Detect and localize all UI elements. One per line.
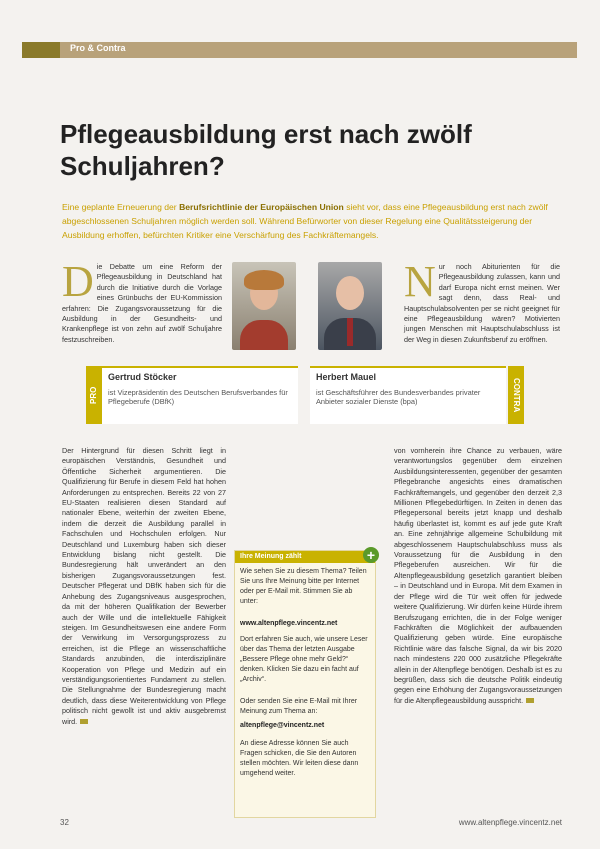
- end-mark-icon: [80, 719, 88, 724]
- pro-clothing: [240, 320, 288, 350]
- pro-hair: [244, 270, 284, 290]
- contra-body-column: [394, 446, 562, 706]
- contra-intro: [404, 257, 560, 345]
- pro-body-text: Der Hintergrund für diesen Schritt liegt in europäischen Verständnis, Gesundheit und Öffentliche Sicherheit argumentieren. Die Qualifizierung für Berufe in diesem Feld hat hohen Anforderungen zu entsprechen. Bereits 22 von 27 EU-Staaten realisieren diesen Standard auf nationaler Ebene, weiterhin der zweiten Ebene, indem die derzeit die Ausbildung parallel in Fachschulen und Hochschulen erfolgen. Nur Deutschland und Luxemburg haben sich dieser Entwicklung bislang nicht gestellt. Die Bundesregierung hält unverändert an den bisherigen Zugangsvoraussetzungen fest. Deutscher Pflegerat und DBfK haben sich für die Anhebung des Zugangsniveaus ausgesprochen, da mit der höheren Qualifikation der Bewerber auch der Wille und die intellektuelle Fähigkeit steigen. Im Gesundheitswesen eine andere Form der Verwirkung im Versorgungsprozess zu erreichen, ist die Pflege an wissenschaftliche Standards anzubinden, die interdisziplinäre Kooperation von Pflege und Medizin auf ein verständigungsorientiertes Fundament zu stellen. Die Stellungnahme der Bundesregierung macht deutlich, dass diese Weiterentwicklung von Pflege politisch nicht gewollt ist und aktiv ausgebremst wird.: [62, 446, 226, 726]
- feedback-heading: Ihre Meinung zählt: [235, 551, 375, 563]
- lead-highlight: Berufsrichtlinie der Europäischen Union: [179, 202, 344, 212]
- pro-author-name: Gertrud Stöcker: [108, 372, 177, 382]
- feedback-email-link[interactable]: altenpflege@vincentz.net: [240, 722, 325, 729]
- contra-portrait-photo: [318, 262, 382, 350]
- section-label: Pro & Contra: [70, 43, 126, 53]
- feedback-archive-text: Dort erfahren Sie auch, wie unsere Leser über das Thema der letzten Ausgabe „Bessere Pflege ohne mehr Geld?“ denken. Klicken Sie dazu ein facht auf „Archiv“.: [240, 636, 368, 683]
- feedback-questions-text: An diese Adresse können Sie auch Fragen schicken, die Sie den Autoren stellen möchten. Wir leiten diese dann umgehend weiter.: [240, 740, 359, 777]
- article-lead: [62, 200, 560, 242]
- pro-portrait-photo: [232, 262, 296, 350]
- contra-author-name: Herbert Mauel: [316, 372, 377, 382]
- section-bar-accent: [22, 42, 60, 58]
- end-mark-icon: [526, 698, 534, 703]
- pro-intro: [62, 257, 222, 345]
- feedback-intro: Wie sehen Sie zu diesem Thema? Teilen Sie uns Ihre Meinung bitte per Internet oder per E-Mail mit. Stimmen Sie ab unter:: [240, 568, 367, 605]
- pro-tag: PRO: [86, 366, 102, 424]
- feedback-email-prompt: Oder senden Sie eine E-Mail mit Ihrer Meinung zum Thema an:: [240, 698, 358, 715]
- contra-body-text: von vornherein ihre Chance zu verbauen, wäre verantwortungslos gegenüber dem einzelnen Ausbildungsinteressenten, gegenüber der gesamten Pflegebranche angesichts eines dramatischen Fachkräftemangels, und gegenüber den derzeit 2,3 Millionen Pflegebedürftigen. In Zeiten in denen das Pflegepersonal bereits jetzt knapp und deshalb häufig überlastet ist, kommt es auf jede gute Kraft an. Eine zehnjährige allgemeine Schulbildung mit abgeschlossenem Hauptschulabschluss muss als Voraussetzung für die Ausbildung in den Pflegeberufen ausreichen. Wir für die Altenpflegeausbildung gesetzlich garantiert bleiben – in Deutschland und in Europa. Mit dem Examen in der Pflege wird die Tür weit offen für jedwede weitere Qualifizierung. Wir dürfen keine Hürde ihrem Berufszugang errichten, die in der Folge weniger Fachkräften die Möglichkeit der aufbauenden Qualifizierung geben würde. Eine europäische Richtlinie wäre das falsche Signal, da wir bis 2020 nach mindestens 220 000 zusätzliche Pflegekräfte allein in der Altenpflege benötigen. Deshalb ist es zu begrüßen, dass sich die deutsche Politik eindeutig gegen eine Erhöhung der Zugangsvoraussetzungen für die Altenpflegeausbildung ausspricht.: [394, 446, 562, 705]
- feedback-url-link[interactable]: www.altenpflege.vincentz.net: [240, 620, 338, 627]
- pro-author-box: [102, 366, 298, 424]
- footer-url: www.altenpflege.vincentz.net: [458, 818, 562, 827]
- contra-face: [336, 276, 364, 310]
- lead-text-1: Eine geplante Erneuerung der: [62, 202, 180, 212]
- pro-intro-text: ie Debatte um eine Reform der Pflegeausbildung in Deutschland hat durch die Initiative durch die Vorlage eines Grünbuchs der EU-Kommission erfahren: Die Zugangsvoraussetzung für die Ausbildung in der Gesundheits- und Krankenpflege ist von zehn auf zwölf Schuljahre festzuschreiben.: [62, 262, 222, 344]
- pro-body-column: [62, 446, 226, 727]
- page-number: 32: [60, 818, 69, 827]
- pro-author-role: ist Vizepräsidentin des Deutschen Berufsverbandes für Pflegeberufe (DBfK): [108, 388, 288, 406]
- contra-tie: [347, 318, 353, 346]
- contra-dropcap: N: [404, 257, 436, 306]
- article-title: Pflegeausbildung erst nach zwölf Schuljahren?: [60, 119, 472, 181]
- contra-intro-text: ur noch Abiturienten für die Pflegeausbildung zulassen, kann und darf Europa nicht ernst meinen. Wer sagt denn, dass Real- und Hauptschulabsolventen per se nicht geeignet für eine Pflegeausbildung wären? Motivierten jungen Menschen mit Hauptschulabschluss ist der Weg in diesen Zukunftsberuf zu eröffnen.: [404, 262, 560, 344]
- contra-author-role: ist Geschäftsführer des Bundesverbandes privater Anbieter sozialer Dienste (bpa): [316, 388, 481, 406]
- plus-icon: +: [363, 547, 379, 563]
- lead-text-2: sieht vor, dass eine Pflegeausbildung erst nach zwölf abgeschlossenen Schuljahren möglich werden soll. Während Befürworter von dieser Regelung eine Qualitätssteigerung der Ausbildung erhoffen, befürchten Kritiker eine Verschärfung des Fachkräftemangels.: [62, 202, 548, 240]
- feedback-box: [234, 547, 376, 818]
- pro-dropcap: D: [62, 257, 94, 306]
- contra-tag: CONTRA: [508, 366, 524, 424]
- contra-author-box: [310, 366, 506, 424]
